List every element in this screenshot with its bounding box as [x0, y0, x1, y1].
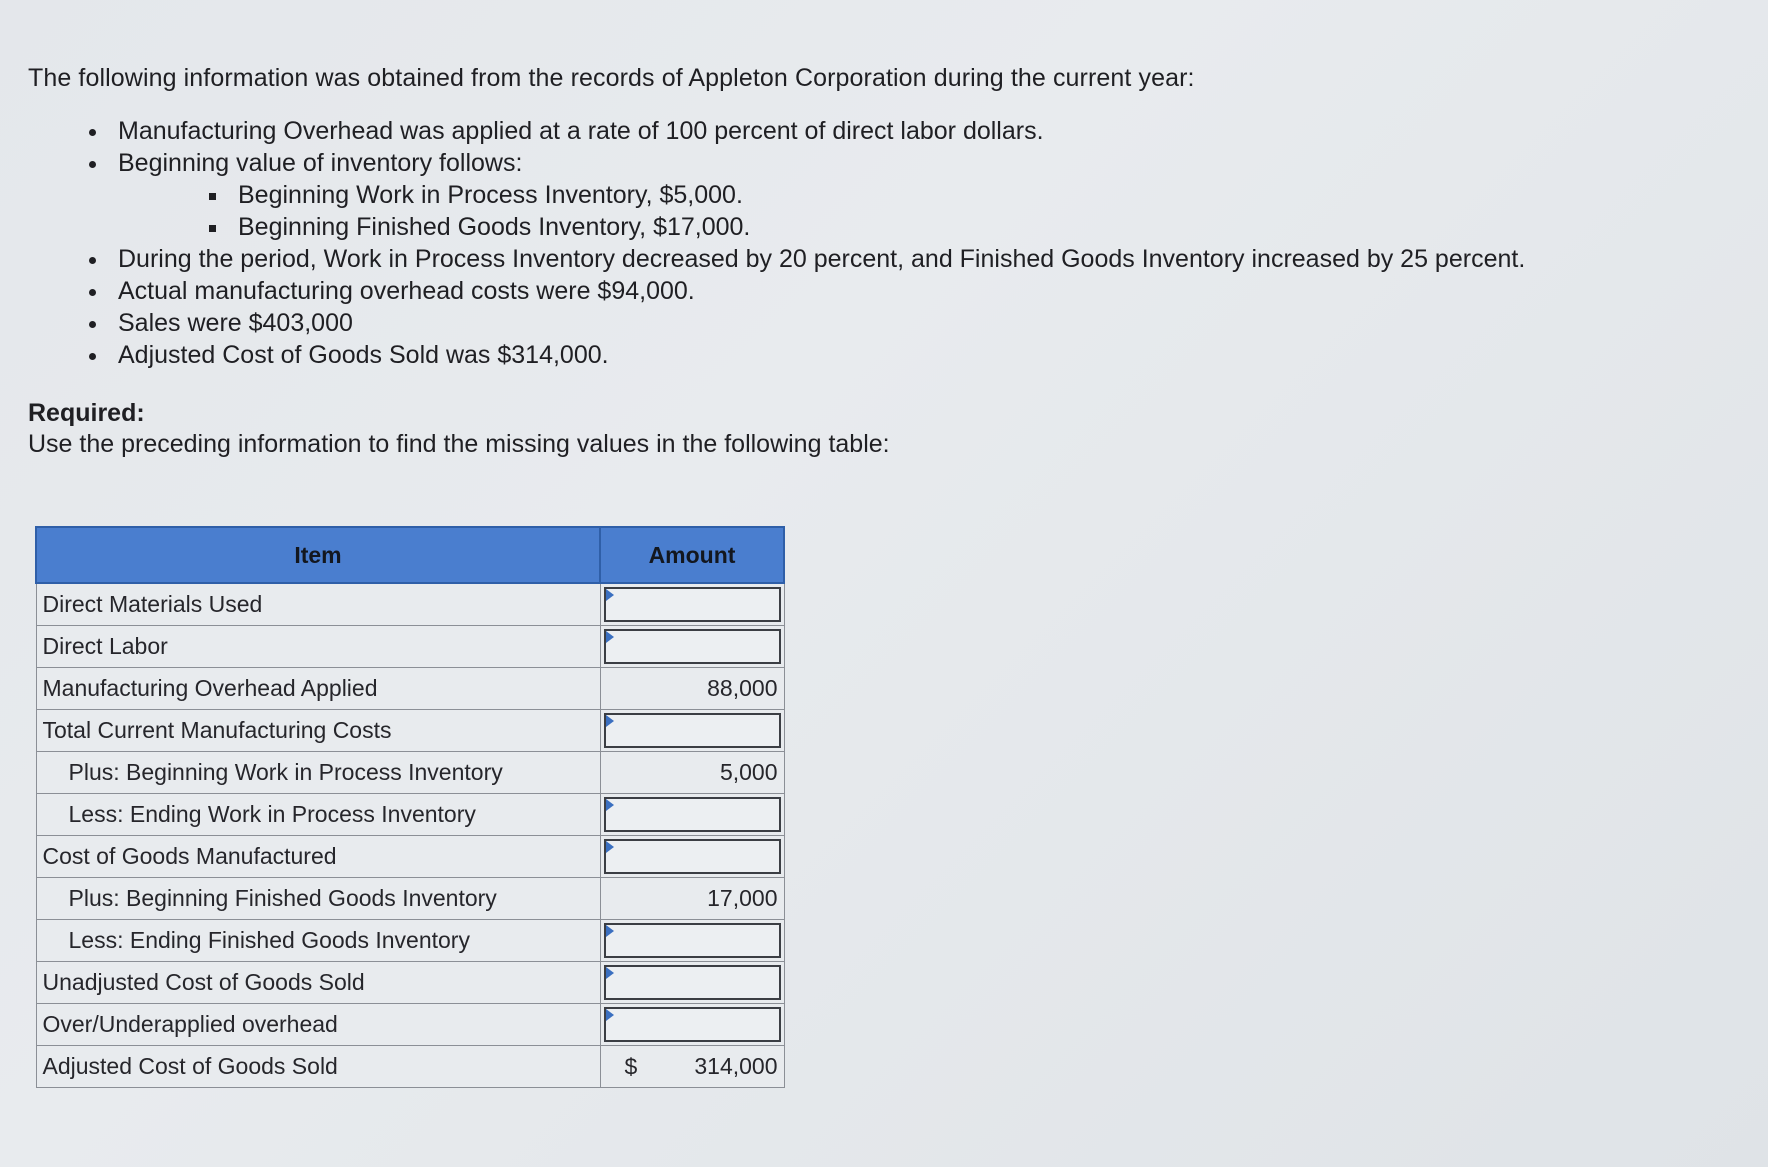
row-label-ending-fg: Less: Ending Finished Goods Inventory: [36, 920, 600, 962]
table-row: [36, 626, 784, 668]
amount-cell: [600, 1046, 784, 1088]
bullet-adjusted-cogs: • Adjusted Cost of Goods Sold was $314,000.: [110, 339, 1748, 371]
bullet-inventory-change: • During the period, Work in Process Inventory decreased by 20 percent, and Finished Goods Inventory increased by 25 percent.: [110, 243, 1748, 275]
problem-statement: [28, 64, 1748, 459]
amount-cell: [600, 836, 784, 878]
bullet-beginning-inventory: [110, 147, 1748, 243]
required-text: Use the preceding information to find the missing values in the following table:: [28, 430, 890, 458]
table-row: [36, 668, 784, 710]
input-marker-icon: [606, 589, 614, 601]
bullet-overhead-rate: • Manufacturing Overhead was applied at a rate of 100 percent of direct labor dollars.: [110, 115, 1748, 147]
amount-cell: [600, 920, 784, 962]
amount-cell: [600, 1004, 784, 1046]
row-label-beginning-wip: Plus: Beginning Work in Process Inventory: [36, 752, 600, 794]
bullet-sales: • Sales were $403,000: [110, 307, 1748, 339]
amount-cell: [600, 710, 784, 752]
direct-labor-input[interactable]: [604, 629, 781, 664]
beginning-wip-value: 5,000: [719, 759, 778, 785]
bullet-actual-overhead: • Actual manufacturing overhead costs were $94,000.: [110, 275, 1748, 307]
input-marker-icon: [606, 1009, 614, 1021]
amount-cell: [600, 878, 784, 920]
table-row: [36, 794, 784, 836]
intro-text: The following information was obtained from the records of Appleton Corporation during the current year:: [28, 64, 1195, 92]
row-label-unadjusted-cogs: Unadjusted Cost of Goods Sold: [36, 962, 600, 1004]
required-label: Required:: [28, 399, 145, 427]
input-marker-icon: [606, 715, 614, 727]
unadjusted-cogs-input[interactable]: [604, 965, 781, 1000]
beginning-fg-value: 17,000: [707, 885, 778, 911]
row-label-ending-wip: Less: Ending Work in Process Inventory: [36, 794, 600, 836]
input-marker-icon: [606, 799, 614, 811]
row-label-adjusted-cogs: Adjusted Cost of Goods Sold: [36, 1046, 600, 1088]
amount-cell: [600, 626, 784, 668]
adjusted-cogs-value: 314,000: [694, 1053, 778, 1079]
row-label-over-underapplied: Over/Underapplied overhead: [36, 1004, 600, 1046]
input-marker-icon: [606, 631, 614, 643]
overhead-applied-value: 88,000: [707, 675, 778, 701]
row-label-overhead-applied: Manufacturing Overhead Applied: [36, 668, 600, 710]
currency-symbol: $: [624, 1053, 638, 1079]
input-marker-icon: [606, 925, 614, 937]
over-underapplied-input[interactable]: [604, 1007, 781, 1042]
table-row: [36, 836, 784, 878]
info-list: [28, 115, 1748, 371]
header-amount: Amount: [600, 527, 784, 583]
row-label-total-current-mfg: Total Current Manufacturing Costs: [36, 710, 600, 752]
table-row: [36, 1046, 784, 1088]
direct-materials-input[interactable]: [604, 587, 781, 622]
input-marker-icon: [606, 841, 614, 853]
ending-wip-input[interactable]: [604, 797, 781, 832]
table-row: [36, 1004, 784, 1046]
table-row: [36, 752, 784, 794]
bullet-beginning-inventory-text: Beginning value of inventory follows:: [118, 149, 523, 177]
table-row: [36, 583, 784, 626]
table-row: [36, 878, 784, 920]
amount-cell: [600, 752, 784, 794]
amount-cell: [600, 794, 784, 836]
cogs-table: [35, 526, 785, 1088]
row-label-direct-materials: Direct Materials Used: [36, 583, 600, 626]
cogm-input[interactable]: [604, 839, 781, 874]
inventory-sublist: [118, 179, 1748, 243]
total-current-mfg-input[interactable]: [604, 713, 781, 748]
sub-bullet-wip: ▪ Beginning Work in Process Inventory, $5,000.: [230, 179, 1748, 211]
header-item: Item: [36, 527, 600, 583]
table-row: [36, 710, 784, 752]
amount-cell: [600, 668, 784, 710]
ending-fg-input[interactable]: [604, 923, 781, 958]
amount-cell: [600, 583, 784, 626]
row-label-cogm: Cost of Goods Manufactured: [36, 836, 600, 878]
row-label-beginning-fg: Plus: Beginning Finished Goods Inventory: [36, 878, 600, 920]
table-row: [36, 920, 784, 962]
table-header-row: [36, 527, 784, 583]
input-marker-icon: [606, 967, 614, 979]
table-row: [36, 962, 784, 1004]
amount-cell: [600, 962, 784, 1004]
sub-bullet-fg: ▪ Beginning Finished Goods Inventory, $17,000.: [230, 211, 1748, 243]
row-label-direct-labor: Direct Labor: [36, 626, 600, 668]
